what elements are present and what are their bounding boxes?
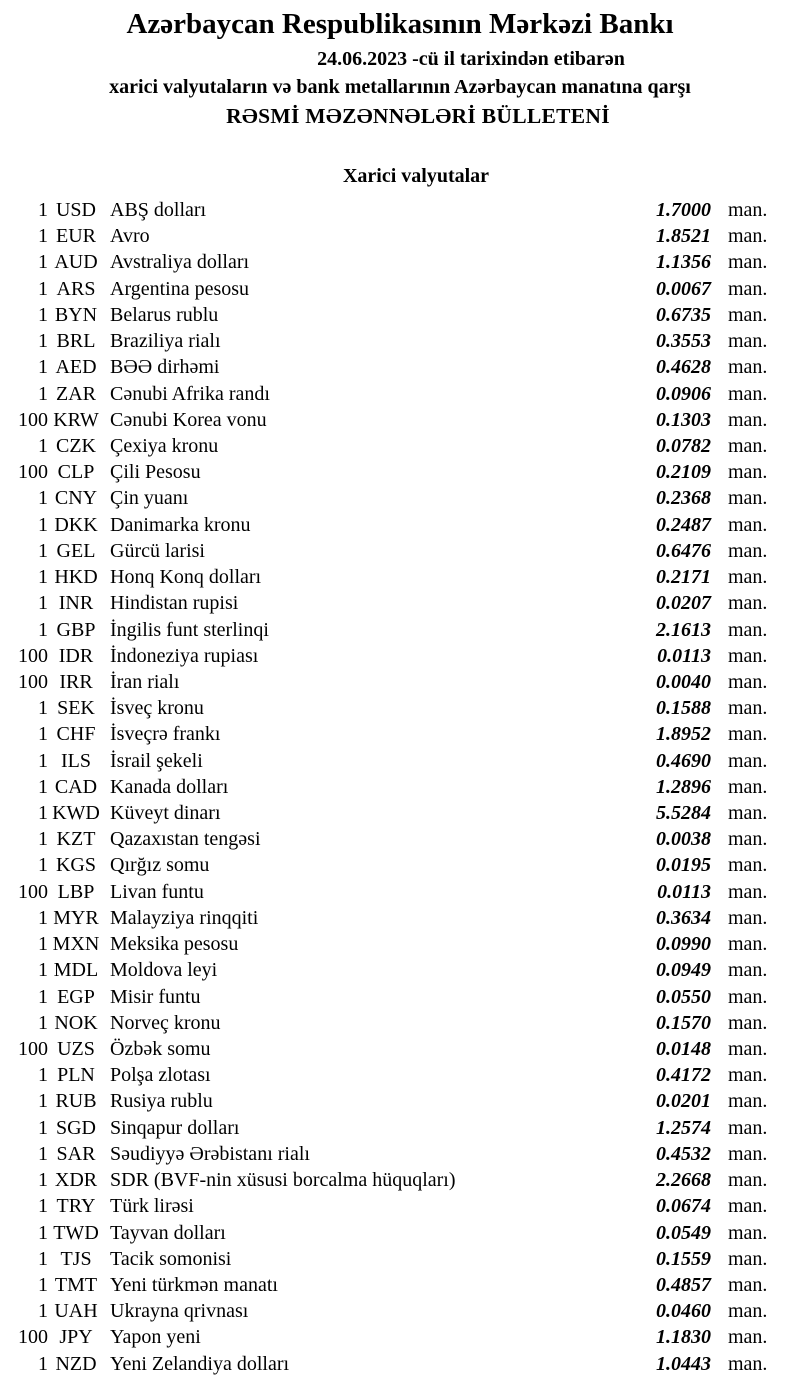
currency-row [0, 931, 800, 957]
currency-unit: man. [728, 1273, 768, 1296]
currency-quantity: 100 [18, 670, 48, 693]
currency-rate: 0.4172 [656, 1064, 711, 1087]
currency-code: IDR [58, 644, 94, 667]
currency-quantity: 1 [38, 277, 48, 300]
currency-quantity: 1 [38, 854, 48, 877]
currency-unit: man. [728, 1142, 768, 1165]
currency-name: Qazaxıstan tengəsi [110, 828, 261, 851]
currency-rate: 0.2368 [656, 487, 711, 510]
currency-quantity: 1 [38, 985, 48, 1008]
currency-name: Sinqapur dolları [110, 1116, 240, 1139]
currency-unit: man. [728, 1247, 768, 1270]
currency-code: EUR [56, 225, 96, 248]
section-title-foreign-currencies: Xarici valyutalar [342, 165, 490, 187]
currency-rate: 0.4532 [656, 1142, 711, 1165]
currency-name: Çin yuanı [110, 487, 189, 510]
currency-name: Moldova leyi [110, 959, 218, 982]
currency-rate: 0.6735 [656, 303, 711, 326]
currency-unit: man. [728, 1169, 768, 1192]
currency-quantity: 1 [38, 1221, 48, 1244]
currency-row [0, 197, 800, 223]
currency-row [0, 800, 800, 826]
currency-code: AED [55, 356, 97, 379]
currency-unit: man. [728, 828, 768, 851]
currency-unit: man. [728, 408, 768, 431]
currency-row [0, 617, 800, 643]
currency-name: Misir funtu [110, 985, 201, 1008]
currency-code: DKK [54, 513, 98, 536]
currency-rate: 0.0195 [656, 854, 711, 877]
currency-row [0, 1141, 800, 1167]
currency-quantity: 1 [38, 251, 48, 274]
currency-row [0, 381, 800, 407]
currency-unit: man. [728, 566, 768, 589]
currency-quantity: 100 [18, 1326, 48, 1349]
currency-quantity: 1 [38, 330, 48, 353]
currency-quantity: 1 [38, 303, 48, 326]
currency-row [0, 1193, 800, 1219]
currency-row [0, 748, 800, 774]
currency-rate: 0.1588 [656, 697, 711, 720]
currency-quantity: 1 [38, 592, 48, 615]
currency-name: BƏƏ dirhəmi [110, 356, 220, 379]
currency-code: KZT [56, 828, 96, 851]
currency-unit: man. [728, 854, 768, 877]
currency-code: LBP [57, 880, 95, 903]
currency-unit: man. [728, 933, 768, 956]
currency-quantity: 100 [18, 1038, 48, 1060]
currency-name: Danimarka kronu [110, 513, 251, 536]
currency-rate: 1.0443 [656, 1352, 711, 1375]
currency-unit: man. [728, 513, 768, 536]
currency-code: SGD [55, 1116, 96, 1139]
currency-unit: man. [728, 434, 768, 457]
currency-row [0, 485, 800, 511]
currency-unit: man. [728, 1326, 768, 1349]
currency-code: NOK [54, 1011, 98, 1034]
currency-quantity: 1 [38, 1169, 48, 1192]
currency-code: ILS [61, 749, 91, 772]
currency-code: EGP [57, 985, 95, 1008]
currency-row [0, 1220, 800, 1246]
currency-row [0, 1088, 800, 1114]
currency-rates-table [0, 197, 800, 1377]
currency-row [0, 512, 800, 538]
currency-quantity: 1 [38, 1273, 48, 1296]
currency-code: MDL [53, 959, 99, 982]
currency-rate: 0.3553 [656, 330, 711, 353]
currency-name: İran rialı [110, 670, 180, 693]
currency-code: TJS [60, 1247, 92, 1270]
currency-code: UZS [57, 1038, 95, 1060]
currency-row [0, 1324, 800, 1350]
currency-name: Yeni Zelandiya dolları [110, 1352, 290, 1375]
currency-rate: 0.0113 [657, 880, 711, 903]
currency-code: MXN [52, 933, 100, 956]
currency-rate: 0.1559 [656, 1247, 711, 1270]
currency-name: Türk lirəsi [110, 1195, 194, 1218]
currency-row [0, 407, 800, 433]
currency-row [0, 1351, 800, 1377]
currency-unit: man. [728, 1038, 768, 1060]
currency-code: XDR [54, 1169, 98, 1192]
currency-name: SDR (BVF-nin xüsusi borcalma hüquqları) [110, 1169, 456, 1192]
currency-row [0, 1115, 800, 1141]
currency-unit: man. [728, 1195, 768, 1218]
currency-code: KRW [53, 408, 99, 431]
currency-code: MYR [53, 906, 99, 929]
currency-name: İndoneziya rupiası [110, 644, 259, 667]
currency-row [0, 643, 800, 669]
currency-code: IRR [59, 670, 93, 693]
currency-unit: man. [728, 697, 768, 720]
currency-unit: man. [728, 670, 768, 693]
currency-quantity: 1 [38, 487, 48, 510]
currency-code: AUD [54, 251, 98, 274]
currency-quantity: 1 [38, 382, 48, 405]
currency-rate: 0.0207 [656, 592, 711, 615]
currency-rate: 1.1356 [656, 251, 711, 274]
currency-rate: 1.8952 [656, 723, 711, 746]
currency-unit: man. [728, 802, 768, 825]
currency-rate: 0.0550 [656, 985, 711, 1008]
currency-code: CZK [56, 434, 96, 457]
currency-rate: 2.2668 [656, 1169, 711, 1192]
currency-code: GBP [56, 618, 96, 641]
currency-row [0, 302, 800, 328]
currency-unit: man. [728, 1116, 768, 1139]
currency-quantity: 1 [38, 434, 48, 457]
bulletin-title: RƏSMİ MƏZƏNNƏLƏRİ BÜLLETENİ [226, 104, 610, 128]
currency-name: Meksika pesosu [110, 933, 239, 956]
currency-code: RUB [55, 1090, 97, 1113]
currency-code: KWD [52, 802, 100, 825]
currency-unit: man. [728, 199, 768, 221]
currency-quantity: 1 [38, 802, 48, 825]
currency-name: ABŞ dolları [110, 199, 207, 221]
currency-quantity: 1 [38, 1064, 48, 1087]
currency-quantity: 1 [38, 1090, 48, 1113]
currency-quantity: 1 [38, 697, 48, 720]
currency-quantity: 1 [38, 356, 48, 379]
currency-rate: 0.0990 [656, 933, 711, 956]
currency-unit: man. [728, 330, 768, 353]
currency-quantity: 1 [38, 775, 48, 798]
currency-unit: man. [728, 1352, 768, 1375]
currency-row [0, 223, 800, 249]
currency-code: INR [58, 592, 94, 615]
currency-code: CAD [54, 775, 98, 798]
currency-row [0, 774, 800, 800]
currency-code: UAH [54, 1300, 98, 1323]
currency-rate: 0.0674 [656, 1195, 711, 1218]
currency-name: Tayvan dolları [110, 1221, 226, 1244]
currency-name: Qırğız somu [110, 854, 210, 877]
currency-quantity: 1 [38, 566, 48, 589]
currency-row [0, 590, 800, 616]
currency-quantity: 1 [38, 225, 48, 248]
currency-name: İngilis funt sterlinqi [110, 618, 269, 641]
currency-unit: man. [728, 775, 768, 798]
currency-rate: 5.5284 [656, 802, 711, 825]
currency-row [0, 433, 800, 459]
currency-rate: 0.3634 [656, 906, 711, 929]
currency-rate: 0.0549 [656, 1221, 711, 1244]
currency-name: Kanada dolları [110, 775, 229, 798]
currency-unit: man. [728, 723, 768, 746]
currency-quantity: 100 [18, 644, 48, 667]
currency-name: Özbək somu [110, 1038, 211, 1060]
currency-rate: 0.0038 [656, 828, 711, 851]
currency-row [0, 852, 800, 878]
currency-rate: 0.2487 [656, 513, 711, 536]
currency-code: TWD [53, 1221, 99, 1244]
currency-name: Polşa zlotası [110, 1064, 211, 1087]
currency-unit: man. [728, 1090, 768, 1113]
currency-name: Çili Pesosu [110, 461, 201, 484]
currency-unit: man. [728, 959, 768, 982]
currency-name: Livan funtu [110, 880, 204, 903]
currency-unit: man. [728, 592, 768, 615]
currency-row [0, 669, 800, 695]
currency-quantity: 1 [38, 1247, 48, 1270]
currency-unit: man. [728, 1064, 768, 1087]
currency-unit: man. [728, 985, 768, 1008]
currency-quantity: 100 [18, 880, 48, 903]
currency-name: Yeni türkmən manatı [110, 1273, 278, 1296]
currency-quantity: 1 [38, 828, 48, 851]
currency-rate: 1.7000 [656, 199, 711, 221]
currency-row [0, 879, 800, 905]
currency-quantity: 1 [38, 1011, 48, 1034]
currency-unit: man. [728, 277, 768, 300]
currency-code: CLP [57, 461, 95, 484]
currency-row [0, 1298, 800, 1324]
currency-code: KGS [55, 854, 96, 877]
currency-quantity: 1 [38, 1195, 48, 1218]
currency-code: CHF [56, 723, 96, 746]
currency-code: GEL [56, 539, 96, 562]
currency-row [0, 328, 800, 354]
currency-rate: 0.4628 [656, 356, 711, 379]
currency-name: Tacik somonisi [110, 1247, 232, 1270]
currency-rate: 0.0201 [656, 1090, 711, 1113]
currency-rate: 2.1613 [656, 618, 711, 641]
currency-rate: 1.8521 [656, 225, 711, 248]
currency-row [0, 276, 800, 302]
currency-name: İsrail şekeli [110, 749, 203, 772]
currency-name: Belarus rublu [110, 303, 219, 326]
currency-code: TMT [54, 1273, 98, 1296]
currency-rate: 0.0949 [656, 959, 711, 982]
currency-unit: man. [728, 356, 768, 379]
currency-row [0, 1062, 800, 1088]
currency-unit: man. [728, 618, 768, 641]
currency-rate: 0.0067 [656, 277, 711, 300]
currency-unit: man. [728, 487, 768, 510]
currency-row [0, 459, 800, 485]
currency-row [0, 1036, 800, 1062]
currency-unit: man. [728, 749, 768, 772]
currency-name: Ukrayna qrivnası [110, 1300, 249, 1323]
currency-quantity: 1 [38, 749, 48, 772]
currency-quantity: 1 [38, 1116, 48, 1139]
currency-row [0, 905, 800, 931]
currency-quantity: 100 [18, 461, 48, 484]
currency-code: NZD [55, 1352, 97, 1375]
currency-unit: man. [728, 461, 768, 484]
effective-date-line: 24.06.2023 -cü il tarixindən etibarən [317, 48, 625, 70]
currency-rate: 1.1830 [656, 1326, 711, 1349]
currency-code: TRY [56, 1195, 96, 1218]
currency-rate: 1.2574 [656, 1116, 711, 1139]
currency-code: SEK [57, 697, 95, 720]
currency-code: BRL [56, 330, 96, 353]
currency-name: Avro [110, 225, 150, 248]
currency-rate: 0.4857 [656, 1273, 711, 1296]
currency-name: Cənubi Afrika randı [110, 382, 270, 405]
currency-rate: 0.2171 [656, 566, 711, 589]
currency-code: ARS [56, 277, 96, 300]
currency-rate: 0.0148 [656, 1038, 711, 1060]
currency-unit: man. [728, 225, 768, 248]
bank-name-title: Azərbaycan Respublikasının Mərkəzi Bankı [126, 8, 674, 40]
currency-rate: 0.0460 [656, 1300, 711, 1323]
currency-quantity: 1 [38, 513, 48, 536]
currency-rate: 0.1303 [656, 408, 711, 431]
currency-row [0, 249, 800, 275]
currency-name: Malayziya rinqqiti [110, 906, 259, 929]
currency-name: İsveç kronu [110, 697, 204, 720]
currency-name: Norveç kronu [110, 1011, 221, 1034]
currency-name: Argentina pesosu [110, 277, 250, 300]
currency-name: Cənubi Korea vonu [110, 408, 267, 431]
currency-row [0, 564, 800, 590]
currency-name: Hindistan rupisi [110, 592, 239, 615]
currency-quantity: 1 [38, 906, 48, 929]
currency-unit: man. [728, 1300, 768, 1323]
currency-quantity: 1 [38, 1352, 48, 1375]
currency-code: USD [55, 199, 96, 221]
currency-unit: man. [728, 303, 768, 326]
currency-name: Səudiyyə Ərəbistanı rialı [110, 1142, 310, 1165]
currency-row [0, 354, 800, 380]
currency-rate: 1.2896 [656, 775, 711, 798]
currency-quantity: 1 [38, 959, 48, 982]
currency-name: Gürcü larisi [110, 539, 205, 562]
currency-unit: man. [728, 1221, 768, 1244]
currency-row [0, 1167, 800, 1193]
currency-name: Braziliya rialı [110, 330, 221, 353]
currency-code: HKD [54, 566, 98, 589]
currency-rate: 0.0782 [656, 434, 711, 457]
currency-name: Çexiya kronu [110, 434, 219, 457]
currency-rate: 0.0040 [656, 670, 711, 693]
currency-row [0, 957, 800, 983]
currency-quantity: 1 [38, 618, 48, 641]
currency-unit: man. [728, 251, 768, 274]
currency-name: Honq Konq dolları [110, 566, 262, 589]
currency-quantity: 1 [38, 1300, 48, 1323]
currency-row [0, 984, 800, 1010]
currency-rate: 0.0906 [656, 382, 711, 405]
currency-unit: man. [728, 906, 768, 929]
currency-quantity: 1 [38, 1142, 48, 1165]
currency-name: İsveçrə frankı [110, 723, 221, 746]
currency-code: BYN [54, 303, 98, 326]
currency-name: Yapon yeni [110, 1326, 201, 1349]
currency-rate: 0.6476 [656, 539, 711, 562]
currency-row [0, 826, 800, 852]
currency-quantity: 100 [18, 408, 48, 431]
currency-row [0, 1272, 800, 1298]
currency-code: PLN [57, 1064, 95, 1087]
currency-rate: 0.4690 [656, 749, 711, 772]
currency-unit: man. [728, 539, 768, 562]
currency-unit: man. [728, 1011, 768, 1034]
currency-code: SAR [56, 1142, 96, 1165]
currency-unit: man. [728, 644, 768, 667]
currency-row [0, 1246, 800, 1272]
currency-quantity: 1 [38, 723, 48, 746]
currency-code: CNY [54, 487, 98, 510]
currency-unit: man. [728, 382, 768, 405]
currency-quantity: 1 [38, 199, 48, 221]
currency-quantity: 1 [38, 933, 48, 956]
currency-row [0, 695, 800, 721]
currency-row [0, 538, 800, 564]
currency-rate: 0.1570 [656, 1011, 711, 1034]
currency-code: ZAR [56, 382, 96, 405]
bulletin-subtitle: xarici valyutaların və bank metallarının Azərbaycan manatına qarşı [109, 76, 691, 98]
currency-rate: 0.2109 [656, 461, 711, 484]
currency-row [0, 721, 800, 747]
currency-name: Rusiya rublu [110, 1090, 213, 1113]
currency-row [0, 1010, 800, 1036]
currency-name: Avstraliya dolları [110, 251, 250, 274]
currency-code: JPY [59, 1326, 93, 1349]
currency-rate: 0.0113 [657, 644, 711, 667]
currency-name: Küveyt dinarı [110, 802, 221, 825]
currency-quantity: 1 [38, 539, 48, 562]
currency-unit: man. [728, 880, 768, 903]
